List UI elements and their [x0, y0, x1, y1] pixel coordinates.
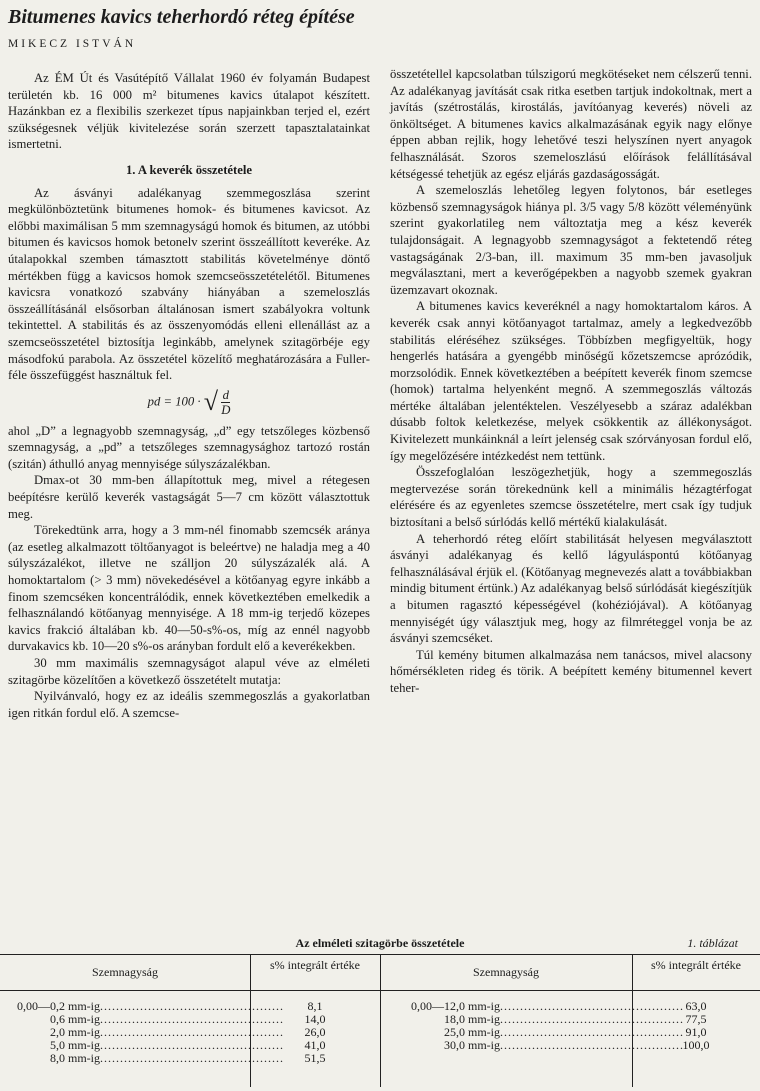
formula-lhs: pd = 100 ·	[147, 394, 201, 409]
article-author: MIKECZ ISTVÁN	[8, 38, 137, 50]
table-row-size: 25,0 mm-ig	[444, 1025, 500, 1039]
intro-paragraph: Az ÉM Út és Vasútépítő Vállalat 1960 év folyamán Budapest területén kb. 16 000 m² bitumenes kavics útalapot készített. Hazánkban ez a flexibilis szerkezet típus napjainkban terjed el, ezért szükségesnek véljük kivitelezése során szerzett tapasztalatainkat ismertetni.	[8, 71, 370, 152]
sqrt-symbol: √	[203, 386, 219, 416]
table-row-size: 0,00—12,0 mm-ig	[411, 999, 500, 1013]
table-title: Az elméleti szitagörbe összetétele	[295, 936, 465, 950]
table-row-value: 100,0	[682, 1038, 710, 1052]
section-heading: 1. A keverék összetétele	[125, 162, 253, 177]
fuller-formula	[8, 388, 370, 417]
article-title: Bitumenes kavics teherhordó réteg építése	[8, 6, 355, 28]
paragraph: Nyilvánvaló, hogy ez az ideális szemmegoszlás a gyakorlatban igen ritkán fordul elő. A szemcse-	[8, 689, 370, 720]
table-header-percent: s% integrált értéke	[270, 958, 360, 972]
table-header-percent: s% integrált értéke	[651, 958, 741, 972]
paragraph: Összefoglalóan leszögezhetjük, hogy a szemmegoszlás megtervezése során törekednünk kell a minimális hézagtérfogat elérésére és az egyenletes szemcse összetételre, mert csak így tudjuk biztosítani a belső súrlódás kellő mértékű kialakulását.	[390, 465, 752, 530]
dot-leader: ..............................................	[100, 1025, 284, 1039]
paragraph: A bitumenes kavics keveréknél a nagy homoktartalom káros. A keverék csak annyi kötőanyagot tartalmaz, amely a legkedvezőbb stabilitás eléréséhez szükséges. Többízben megfigyeltük, hogy hengerlés hatására a gyengébb minőségű kőzetszemcse aprózódik, morzsolódik. Ennek következtében a beépített keverék finom szemcse (homok) tartalma helyenként megnő. A szemmegoszlás változás mértéke általában jelentéktelen. Veszélyesebb a száraz adalékban dúsabb foltok keletkezése, melyek csökkentik az állékonyságot. Kivitelezett munkáinknál a leírt jelenség csak szórványosan fordul elő, így megelőzésére intézkedést nem tettünk.	[390, 299, 752, 463]
table-row-size: 18,0 mm-ig	[444, 1012, 500, 1026]
dot-leader: ..............................................	[100, 999, 284, 1013]
table-row-size: 8,0 mm-ig	[50, 1051, 100, 1065]
table-row-value: 77,5	[685, 1012, 707, 1026]
table-row-value: 41,0	[304, 1038, 326, 1052]
table-row-size: 30,0 mm-ig	[444, 1038, 500, 1052]
table-row-value: 26,0	[304, 1025, 326, 1039]
table-row-value: 14,0	[304, 1012, 326, 1026]
paragraph: Törekedtünk arra, hogy a 3 mm-nél finomabb szemcsék aránya (az esetleg alkalmazott töltőanyagot is beleértve) ne haladja meg a 40 súlyszázalékot, illetve ne szálljon 20 súlyszázalék alá. A homoktartalom (> 3 mm) növekedésével a kötőanyag egyre inkább a finom szemcséken koncentrálódik, ennek következtében emelkedik a felhasználandó kötőanyag mennyisége. A 18 mm-ig terjedő közepes kavics frakció általában kb. 40—50-s%-os, míg az ennél nagyobb durvakavics kb. 10—20 s%-os arányban fordult elő a keverékekben.	[8, 523, 370, 654]
left-column	[8, 70, 370, 721]
dot-leader: ..............................................	[100, 1038, 284, 1052]
paragraph: Dmax-ot 30 mm-ben állapítottuk meg, mivel a rétegesen beépítésre kerülő keverék vastagságát 5—7 cm között választottuk meg.	[8, 473, 370, 521]
table-header-size: Szemnagyság	[92, 965, 158, 979]
table-header-size: Szemnagyság	[473, 965, 539, 979]
right-column	[390, 66, 752, 697]
dot-leader: ..............................................	[500, 1012, 684, 1026]
paragraph: A szemeloszlás lehetőleg legyen folytonos, bár esetleges közbenső szemnagyságok hiánya pl. 3/5 vagy 5/8 között véleményünk szerint gyakorlatileg nem változtatja meg a kész keverék tulajdonságait. A legnagyobb szemnagyságot a fektetendő réteg vastagságának 2/3-ban, ill. maximum 35 mm-ben javasoljuk megválasztani, mert a keverőgépekben a nagyobb szemek gyakran üzemzavart okoznak.	[390, 183, 752, 297]
table-row-size: 5,0 mm-ig	[50, 1038, 100, 1052]
dot-leader: ..............................................	[500, 1038, 684, 1052]
table-caption	[0, 936, 760, 952]
paragraph: összetétellel kapcsolatban túlszigorú megkötéseket nem célszerű tenni. Az adalékanyag javítását csak ritka esetben tartjuk indokoltnak, mert a javítás (szétrostálás, kirostálás, javítóanyag keverés) növeli az önköltséget. A bitumenes kavics alkalmazásának egyik nagy előnye éppen abban rejlik, hogy lehetővé teszi helyszínen nyert anyagok felhasználását. Szoros szemeloszlású előírások felállításával kétségessé tehetjük az egész eljárás gazdaságosságát.	[390, 67, 752, 181]
formula-fraction	[221, 388, 230, 417]
formula-numerator: d	[222, 387, 229, 402]
table-row-size: 2,0 mm-ig	[50, 1025, 100, 1039]
dot-leader: ..............................................	[100, 1051, 284, 1065]
table-label: 1. táblázat	[687, 936, 738, 950]
paragraph: A teherhordó réteg előírt stabilitását helyesen megválasztott ásványi adalékanyag és kellő lágyuláspontú kötőanyag felhasználásával érjük el. (Kötőanyag megnevezés alatt a továbbiakban mindig bitument értünk.) Az adalékanyag belső súrlódását kiegészítjük a bitumen ragasztó képességével (kohéziójával). A kötőanyag mennyiségét úgy választjuk meg, hogy az filmréteggel vonja be az ásványi szemcséket.	[390, 531, 752, 646]
table-row-value: 91,0	[685, 1025, 707, 1039]
paragraph: ahol „D” a legnagyobb szemnagyság, „d” egy tetszőleges közbenső szemnagyság, a „pd” a tetszőleges szemnagysághoz tartozó rostán (szitán) áthulló anyag mennyisége súlyszázalékban.	[8, 423, 370, 471]
dot-leader: ..............................................	[500, 1025, 684, 1039]
paragraph: 30 mm maximális szemnagyságot alapul véve az elméleti szitagörbe közelítően a következő összetételt mutatja:	[8, 656, 370, 687]
formula-denominator: D	[221, 402, 231, 417]
table-row-value: 8,1	[307, 999, 323, 1013]
table-row-size: 0,00—0,2 mm-ig	[17, 999, 100, 1013]
paragraph: Túl kemény bitumen alkalmazása nem tanácsos, mivel alacsony hőmérsékleten rideg és törik. A beépített kemény bitumennel kevert teher-	[390, 647, 752, 695]
paragraph: Az ásványi adalékanyag szemmegoszlása szerint megkülönböztetünk bitumenes homok- és bitumenes kavicsot. Az előbbi maximálisan 5 mm szemnagyságú homok és bitumen, az utóbbi bitumen és kavicsos homok betonelv szerint összeállított keveréke. Az útalapokkal szemben támasztott stabilitás követelménye döntő mértékben függ a kavicsos homok szemcseösszetételétől. Bitumenes kavicsra vonatkozó szabvány hiányában a szemeloszlás összeállításánál elsősorban általánosan ismert szabályokra voltunk tekintettel. A stabilitás és az összenyomódás elleni ellenállást az a szemcseösszetétel biztosítja leginkább, amelynek szitagörbéje egy másodfokú parabola. Az összetétel közelítő meghatározására a Fuller-féle összefüggést használtuk fel.	[8, 185, 370, 383]
dot-leader: ..............................................	[500, 999, 684, 1013]
table-row-value: 51,5	[304, 1051, 326, 1065]
table-row-size: 0,6 mm-ig	[50, 1012, 100, 1026]
table-row-value: 63,0	[685, 999, 707, 1013]
dot-leader: ..............................................	[100, 1012, 284, 1026]
